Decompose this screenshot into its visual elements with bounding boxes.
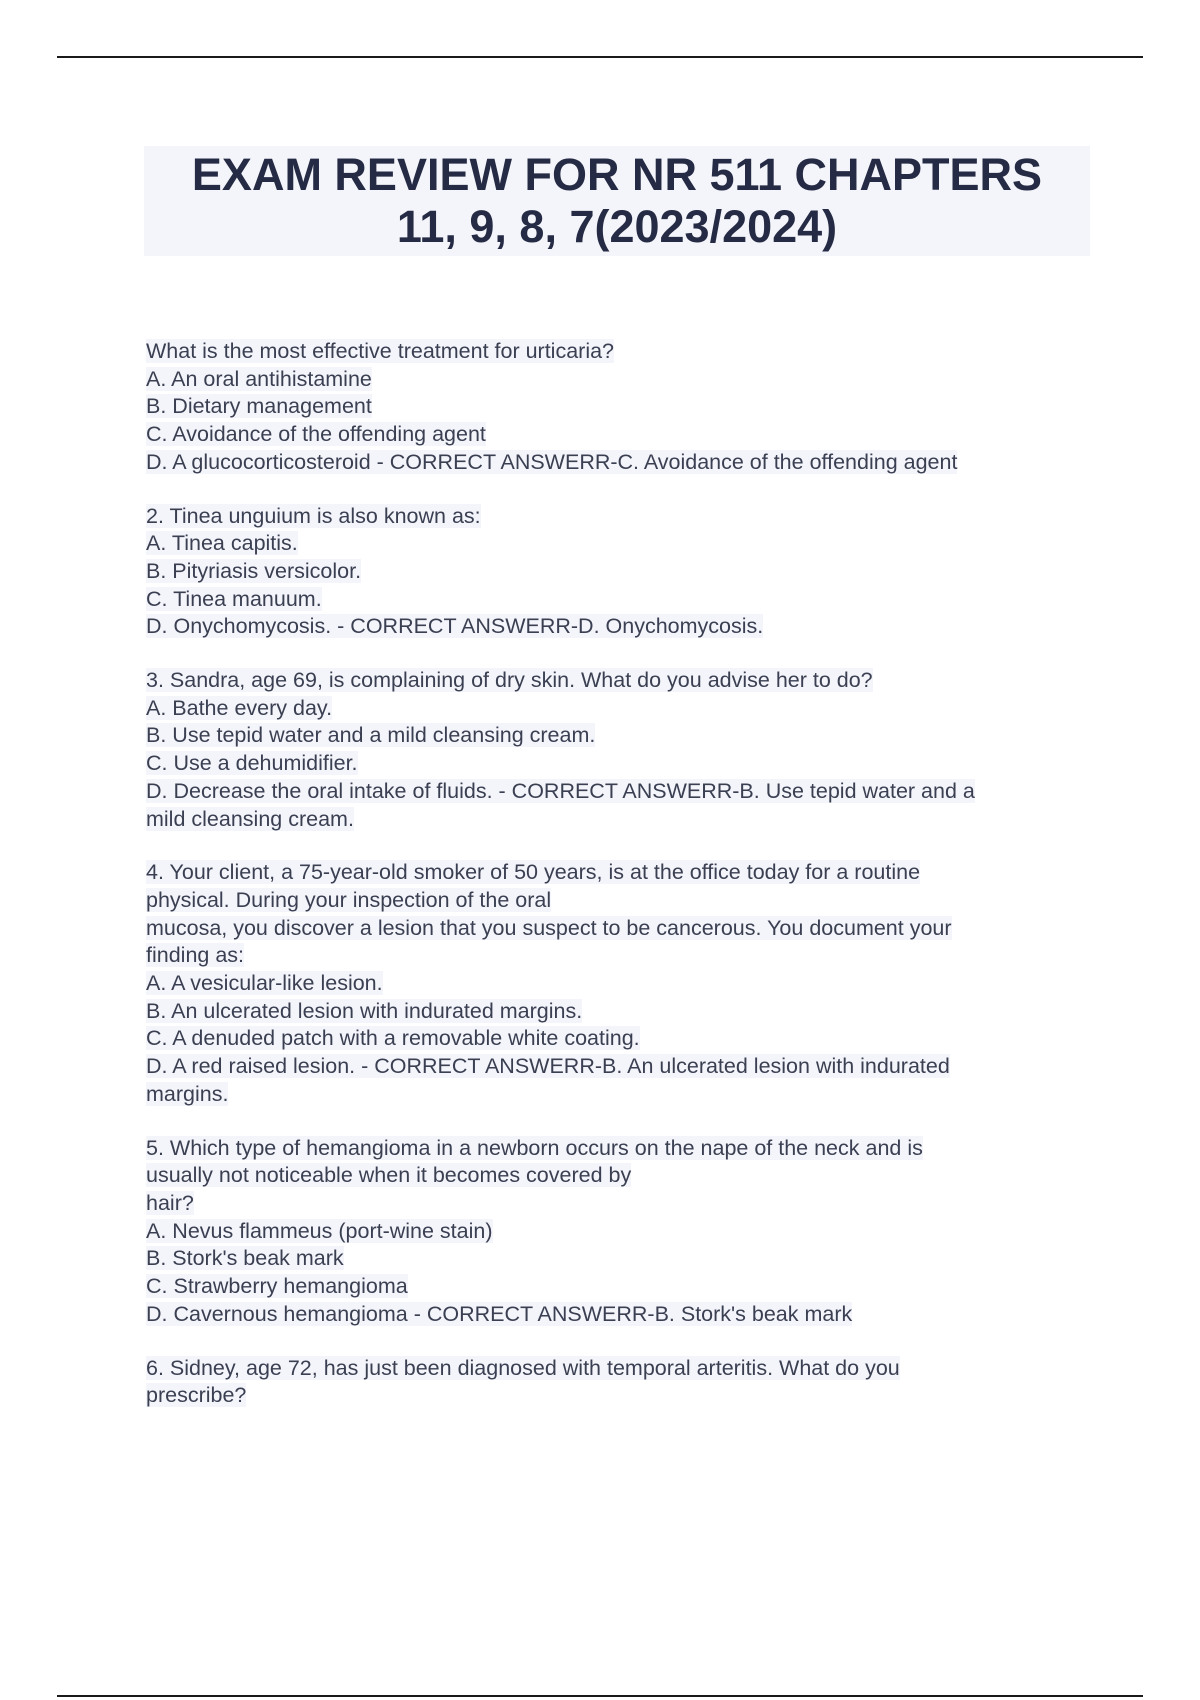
question-5-option-b: B. Stork's beak mark xyxy=(146,1246,344,1271)
question-2-option-b: B. Pityriasis versicolor. xyxy=(146,558,362,583)
question-1-option-d-answer: D. A glucocorticosteroid - CORRECT ANSWERR-C. Avoidance of the offending agent xyxy=(146,449,958,474)
question-1-stem: What is the most effective treatment for urticaria? xyxy=(146,339,615,363)
question-1-option-a: A. An oral antihistamine xyxy=(146,366,372,391)
question-1 xyxy=(146,338,1092,477)
question-5 xyxy=(146,1135,1092,1329)
question-5-stem-line-2: usually not noticeable when it becomes covered by xyxy=(146,1163,632,1188)
title-box xyxy=(144,146,1090,256)
question-6-stem-line-1: 6. Sidney, age 72, has just been diagnosed with temporal arteritis. What do you xyxy=(146,1355,900,1380)
question-3-option-a: A. Bathe every day. xyxy=(146,695,333,720)
question-4-answer-continued: margins. xyxy=(146,1081,229,1106)
question-1-option-b: B. Dietary management xyxy=(146,394,372,419)
question-4-stem-line-1: 4. Your client, a 75-year-old smoker of 50 years, is at the office today for a routine xyxy=(146,860,921,885)
question-6 xyxy=(146,1355,1092,1410)
question-5-option-a: A. Nevus flammeus (port-wine stain) xyxy=(146,1218,493,1243)
question-4-stem-line-3: mucosa, you discover a lesion that you suspect to be cancerous. You document your xyxy=(146,915,952,940)
question-2-option-a: A. Tinea capitis. xyxy=(146,531,298,556)
question-4-option-b: B. An ulcerated lesion with indurated margins. xyxy=(146,998,583,1023)
question-3-option-b: B. Use tepid water and a mild cleansing cream. xyxy=(146,723,596,748)
question-5-stem-line-3: hair? xyxy=(146,1190,194,1215)
question-3-option-d-answer: D. Decrease the oral intake of fluids. - CORRECT ANSWERR-B. Use tepid water and a xyxy=(146,778,975,803)
question-3-answer-continued: mild cleansing cream. xyxy=(146,806,354,831)
question-2-option-c: C. Tinea manuum. xyxy=(146,586,322,611)
question-3-stem: 3. Sandra, age 69, is complaining of dry skin. What do you advise her to do? xyxy=(146,668,873,693)
question-4-stem-line-2: physical. During your inspection of the oral xyxy=(146,887,552,912)
question-2-option-d-answer: D. Onychomycosis. - CORRECT ANSWERR-D. Onychomycosis. xyxy=(146,614,764,639)
question-5-option-c: C. Strawberry hemangioma xyxy=(146,1274,408,1299)
bottom-rule xyxy=(57,1695,1143,1697)
top-rule xyxy=(57,56,1143,58)
question-5-option-d-answer: D. Cavernous hemangioma - CORRECT ANSWERR-B. Stork's beak mark xyxy=(146,1301,853,1326)
question-5-stem-line-1: 5. Which type of hemangioma in a newborn occurs on the nape of the neck and is xyxy=(146,1135,923,1160)
question-3-option-c: C. Use a dehumidifier. xyxy=(146,751,358,776)
question-4-option-d-answer: D. A red raised lesion. - CORRECT ANSWERR-B. An ulcerated lesion with indurated xyxy=(146,1054,950,1079)
question-4-option-c: C. A denuded patch with a removable white coating. xyxy=(146,1026,640,1051)
question-2 xyxy=(146,503,1092,642)
question-4-option-a: A. A vesicular-like lesion. xyxy=(146,971,383,996)
question-6-stem-line-2: prescribe? xyxy=(146,1383,247,1408)
question-list xyxy=(146,338,1092,1436)
question-4 xyxy=(146,859,1092,1108)
page-title-line-2: 11, 9, 8, 7(2023/2024) xyxy=(396,201,838,252)
question-1-option-c: C. Avoidance of the offending agent xyxy=(146,422,486,447)
page-title-line-1: EXAM REVIEW FOR NR 511 CHAPTERS xyxy=(191,149,1043,200)
question-2-stem: 2. Tinea unguium is also known as: xyxy=(146,503,481,528)
question-3 xyxy=(146,667,1092,833)
question-4-stem-line-4: finding as: xyxy=(146,943,245,968)
